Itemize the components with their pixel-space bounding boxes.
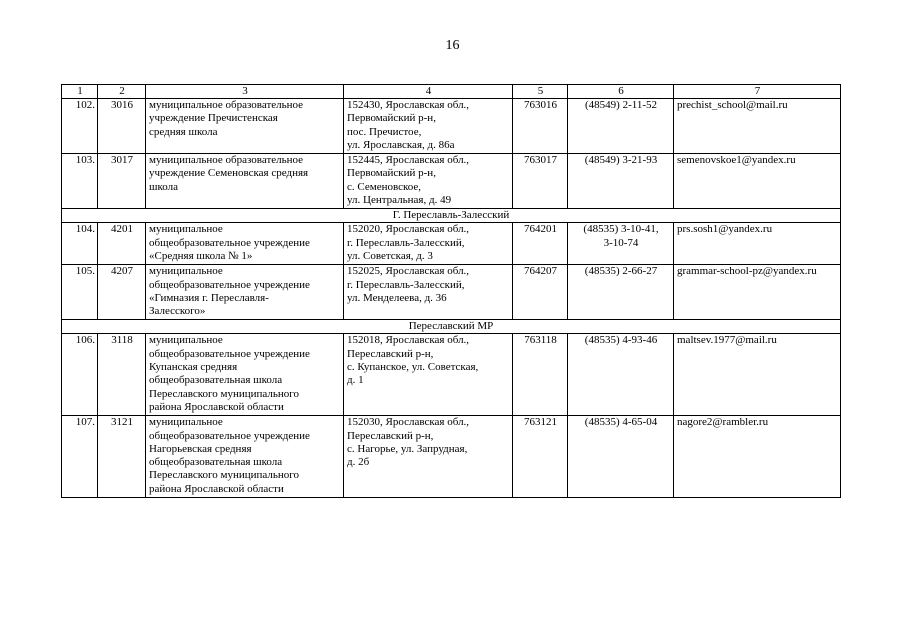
column-header: 5 <box>513 85 568 99</box>
address-cell: 152018, Ярославская обл., Переславский р-н, с. Купанское, ул. Советская, д. 1 <box>344 334 513 416</box>
email-cell: maltsev.1977@mail.ru <box>674 334 841 416</box>
index-cell: 763016 <box>513 99 568 154</box>
phone-cell: (48535) 4-65-04 <box>568 416 674 498</box>
section-row <box>62 320 841 334</box>
school-name-cell: муниципальное общеобразовательное учреждение Нагорьевская средняя общеобразовательная школа Переславского муниципального района Ярославской области <box>146 416 344 498</box>
school-name-cell: муниципальное образовательное учреждение Семеновская средняя школа <box>146 154 344 209</box>
row-number-cell: 103. <box>62 154 98 209</box>
column-header: 2 <box>98 85 146 99</box>
school-code-cell: 3016 <box>98 99 146 154</box>
school-code-cell: 4201 <box>98 223 146 265</box>
index-cell: 764201 <box>513 223 568 265</box>
index-cell: 763121 <box>513 416 568 498</box>
school-name-cell: муниципальное общеобразовательное учреждение Купанская средняя общеобразовательная школа Переславского муниципального района Ярославской области <box>146 334 344 416</box>
phone-cell: (48535) 3-10-41, 3-10-74 <box>568 223 674 265</box>
phone-cell: (48549) 3-21-93 <box>568 154 674 209</box>
row-number-cell: 105. <box>62 265 98 320</box>
section-title: Переславский МР <box>62 320 841 334</box>
index-cell: 763017 <box>513 154 568 209</box>
email-cell: grammar-school-pz@yandex.ru <box>674 265 841 320</box>
column-header: 4 <box>344 85 513 99</box>
phone-cell: (48535) 2-66-27 <box>568 265 674 320</box>
school-code-cell: 3121 <box>98 416 146 498</box>
page-number: 16 <box>445 38 460 53</box>
row-number-cell: 104. <box>62 223 98 265</box>
address-cell: 152445, Ярославская обл., Первомайский р-н, с. Семеновское, ул. Центральная, д. 49 <box>344 154 513 209</box>
address-cell: 152430, Ярославская обл., Первомайский р-н, пос. Пречистое, ул. Ярославская, д. 86а <box>344 99 513 154</box>
table-row <box>62 99 841 154</box>
school-name-cell: муниципальное общеобразовательное учреждение «Гимназия г. Переславля- Залесского» <box>146 265 344 320</box>
index-cell: 763118 <box>513 334 568 416</box>
email-cell: semenovskoe1@yandex.ru <box>674 154 841 209</box>
phone-cell: (48535) 4-93-46 <box>568 334 674 416</box>
column-number-row <box>62 85 841 99</box>
index-cell: 764207 <box>513 265 568 320</box>
schools-table <box>61 84 841 498</box>
column-header: 7 <box>674 85 841 99</box>
table-row <box>62 223 841 265</box>
school-code-cell: 3118 <box>98 334 146 416</box>
phone-cell: (48549) 2-11-52 <box>568 99 674 154</box>
school-name-cell: муниципальное образовательное учреждение Пречистенская средняя школа <box>146 99 344 154</box>
row-number-cell: 102. <box>62 99 98 154</box>
email-cell: nagore2@rambler.ru <box>674 416 841 498</box>
email-cell: prs.sosh1@yandex.ru <box>674 223 841 265</box>
column-header: 6 <box>568 85 674 99</box>
address-cell: 152025, Ярославская обл., г. Переславль-Залесский, ул. Менделеева, д. 36 <box>344 265 513 320</box>
table-row <box>62 416 841 498</box>
school-code-cell: 4207 <box>98 265 146 320</box>
address-cell: 152030, Ярославская обл., Переславский р-н, с. Нагорье, ул. Запрудная, д. 2б <box>344 416 513 498</box>
table-row <box>62 265 841 320</box>
email-cell: prechist_school@mail.ru <box>674 99 841 154</box>
row-number-cell: 107. <box>62 416 98 498</box>
school-code-cell: 3017 <box>98 154 146 209</box>
school-name-cell: муниципальное общеобразовательное учреждение «Средняя школа № 1» <box>146 223 344 265</box>
column-header: 3 <box>146 85 344 99</box>
address-cell: 152020, Ярославская обл., г. Переславль-Залесский, ул. Советская, д. 3 <box>344 223 513 265</box>
column-header: 1 <box>62 85 98 99</box>
section-row <box>62 209 841 223</box>
row-number-cell: 106. <box>62 334 98 416</box>
table-row <box>62 334 841 416</box>
section-title: Г. Переславль-Залесский <box>62 209 841 223</box>
table-row <box>62 154 841 209</box>
